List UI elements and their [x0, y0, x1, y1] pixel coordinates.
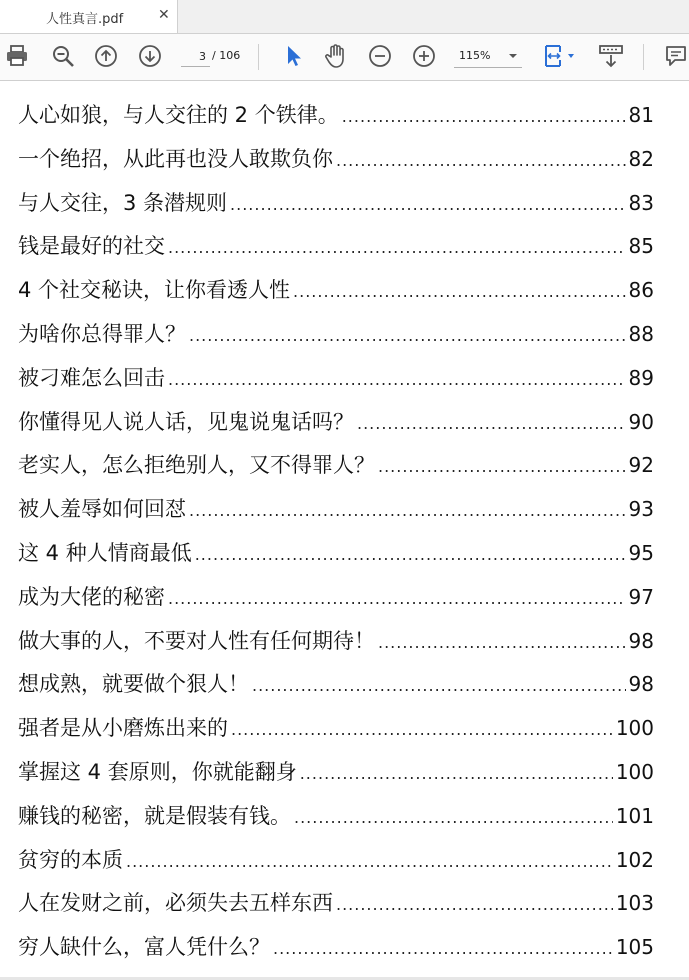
- toc-entry[interactable]: [18, 756, 654, 800]
- document-tab[interactable]: [0, 0, 178, 33]
- page-number-input[interactable]: [181, 47, 210, 67]
- toc-entry-title: 强者是从小磨炼出来的: [18, 716, 228, 741]
- printer-icon[interactable]: [4, 43, 30, 69]
- close-icon[interactable]: ✕: [158, 7, 170, 23]
- select-arrow-icon[interactable]: [280, 43, 306, 69]
- toc-entry[interactable]: [18, 230, 654, 274]
- toc-entry-title: 被刁难怎么回击: [18, 365, 165, 390]
- zoom-out-magnifier-icon[interactable]: [50, 43, 76, 69]
- toc-entry-page: 83: [628, 190, 654, 215]
- toc-entry-page: 100: [615, 716, 654, 741]
- toc-entry[interactable]: [18, 800, 654, 844]
- toc-dot-leader: [189, 501, 626, 520]
- toc-entry[interactable]: [18, 493, 654, 537]
- toc-entry-page: 92: [628, 453, 654, 478]
- toc-dot-leader: [336, 895, 613, 914]
- toc-entry-title: 贫穷的本质: [18, 847, 123, 872]
- toc-entry-page: 101: [615, 803, 654, 828]
- toc-entry-page: 88: [628, 321, 654, 346]
- toc-entry-title: 这 4 种人情商最低: [18, 540, 192, 565]
- toc-dot-leader: [189, 326, 626, 345]
- toc-entry[interactable]: [18, 362, 654, 406]
- toc-entry[interactable]: [18, 668, 654, 712]
- zoom-select[interactable]: [454, 46, 522, 68]
- toc-dot-leader: [230, 195, 626, 214]
- toc-dot-leader: [357, 414, 626, 433]
- toc-dot-leader: [378, 633, 626, 652]
- toc-entry-title: 4 个社交秘诀，让你看透人性: [18, 278, 291, 303]
- hand-tool-icon[interactable]: [323, 43, 349, 69]
- toc-entry[interactable]: [18, 712, 654, 756]
- toc-entry-page: 105: [615, 935, 654, 960]
- toc-dot-leader: [378, 457, 626, 476]
- toc-entry[interactable]: [18, 887, 654, 931]
- toc-entry[interactable]: [18, 406, 654, 450]
- toc-entry[interactable]: [18, 143, 654, 187]
- prev-page-icon[interactable]: [93, 43, 119, 69]
- toc-entry-page: 97: [628, 584, 654, 609]
- toc-entry-title: 钱是最好的社交: [18, 234, 165, 259]
- toc-entry[interactable]: [18, 581, 654, 625]
- toc-entry-page: 86: [628, 278, 654, 303]
- fit-page-icon[interactable]: [543, 43, 579, 69]
- toc-entry-page: 95: [628, 540, 654, 565]
- toc-dot-leader: [273, 939, 613, 958]
- toc-dot-leader: [231, 720, 613, 739]
- toc-entry[interactable]: [18, 274, 654, 318]
- toc-entry[interactable]: [18, 449, 654, 493]
- table-of-contents: [18, 99, 654, 975]
- toc-dot-leader: [168, 370, 626, 389]
- toc-entry-page: 82: [628, 146, 654, 171]
- toc-dot-leader: [168, 589, 626, 608]
- toc-entry-page: 98: [628, 628, 654, 653]
- toc-entry-title: 被人羞辱如何回怼: [18, 497, 186, 522]
- toc-entry[interactable]: [18, 931, 654, 975]
- toc-dot-leader: [126, 852, 613, 871]
- toolbar-divider: [258, 44, 259, 70]
- tab-bar: [0, 0, 689, 34]
- toc-entry-page: 98: [628, 672, 654, 697]
- zoom-in-icon[interactable]: [411, 43, 437, 69]
- toc-dot-leader: [336, 151, 626, 170]
- toolbar-divider: [643, 44, 644, 70]
- toc-entry-page: 85: [628, 234, 654, 259]
- toc-entry-page: 81: [628, 103, 654, 127]
- scroll-mode-icon[interactable]: [598, 43, 624, 69]
- toc-dot-leader: [293, 282, 626, 301]
- toc-entry-title: 一个绝招，从此再也没人敢欺负你: [18, 146, 333, 171]
- toc-entry-title: 老实人，怎么拒绝别人，又不得罪人？: [18, 453, 375, 478]
- toc-entry-title: 成为大佬的秘密: [18, 584, 165, 609]
- document-page: [0, 81, 689, 980]
- toc-dot-leader: [168, 238, 626, 257]
- comment-icon[interactable]: [663, 43, 689, 69]
- tab-title: 人性真言.pdf: [46, 12, 124, 27]
- toc-entry-title: 为啥你总得罪人？: [18, 321, 186, 346]
- toc-entry-page: 90: [628, 409, 654, 434]
- toc-entry-title: 掌握这 4 套原则，你就能翻身: [18, 759, 297, 784]
- toc-entry-page: 93: [628, 497, 654, 522]
- toc-entry[interactable]: [18, 318, 654, 362]
- toc-entry-title: 人心如狼，与人交往的 2 个铁律。: [18, 103, 339, 127]
- toc-entry[interactable]: [18, 187, 654, 231]
- toc-dot-leader: [294, 808, 613, 827]
- toc-entry-page: 89: [628, 365, 654, 390]
- next-page-icon[interactable]: [137, 43, 163, 69]
- toc-entry-title: 你懂得见人说人话，见鬼说鬼话吗？: [18, 409, 354, 434]
- chevron-down-icon: [509, 54, 517, 58]
- toc-entry-title: 与人交往，3 条潜规则: [18, 190, 228, 215]
- toc-entry-page: 103: [615, 891, 654, 916]
- page-total: / 106: [212, 49, 241, 62]
- toc-entry[interactable]: [18, 99, 654, 143]
- toc-entry[interactable]: [18, 844, 654, 888]
- toc-entry-title: 人在发财之前，必须失去五样东西: [18, 891, 333, 916]
- toc-dot-leader: [195, 545, 626, 564]
- toc-dot-leader: [300, 764, 613, 783]
- toolbar: [0, 34, 689, 81]
- toc-entry-page: 100: [615, 759, 654, 784]
- toc-entry-title: 穷人缺什么，富人凭什么？: [18, 935, 270, 960]
- zoom-value: 115%: [459, 49, 491, 62]
- zoom-out-icon[interactable]: [367, 43, 393, 69]
- toc-entry[interactable]: [18, 537, 654, 581]
- toc-dot-leader: [252, 676, 626, 695]
- toc-entry-title: 想成熟，就要做个狠人！: [18, 672, 249, 697]
- toc-entry-title: 赚钱的秘密，就是假装有钱。: [18, 803, 291, 828]
- toc-entry-title: 做大事的人，不要对人性有任何期待！: [18, 628, 375, 653]
- toc-entry[interactable]: [18, 625, 654, 669]
- toc-dot-leader: [342, 107, 626, 126]
- toc-entry-page: 102: [615, 847, 654, 872]
